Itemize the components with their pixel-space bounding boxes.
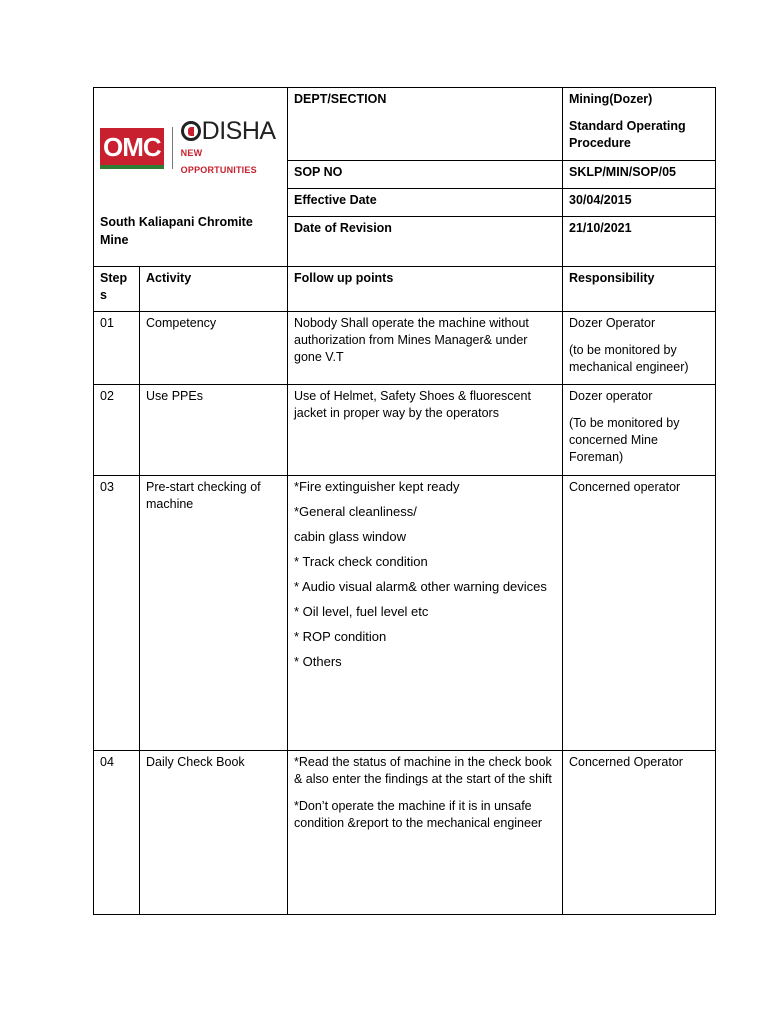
col-activity: Activity (140, 267, 288, 312)
check-item: * Others (294, 654, 342, 669)
step-number: 02 (94, 385, 140, 476)
responsibility: Concerned Operator (563, 751, 716, 915)
step-number: 01 (94, 312, 140, 385)
omc-logo: OMC (100, 128, 164, 169)
sop-no-label: SOP NO (288, 161, 563, 189)
responsibility: Dozer operator (To be monitored by concerned Mine Foreman) (563, 385, 716, 476)
follow-up: Use of Helmet, Safety Shoes & fluorescent jacket in proper way by the operators (288, 385, 563, 476)
activity: Use PPEs (140, 385, 288, 476)
activity: Pre-start checking of machine (140, 476, 288, 751)
activity: Competency (140, 312, 288, 385)
activity: Daily Check Book (140, 751, 288, 915)
check-item: * Oil level, fuel level etc (294, 604, 429, 619)
responsibility: Dozer Operator (to be monitored by mechanical engineer) (563, 312, 716, 385)
sop-no-value: SKLP/MIN/SOP/05 (563, 161, 716, 189)
check-item: * Audio visual alarm& other warning devices (294, 579, 547, 594)
table-row (94, 385, 716, 476)
effective-date-value: 30/04/2015 (563, 189, 716, 217)
logo-separator (172, 127, 173, 169)
doc-type: Standard Operating Procedure (569, 119, 686, 150)
effective-date-label: Effective Date (288, 189, 563, 217)
logo-tagline: NEW OPPORTUNITIES (180, 148, 257, 175)
sop-table (93, 87, 716, 915)
dept-value-cell (563, 88, 716, 161)
col-steps: Step s (94, 267, 140, 312)
follow-up: *Read the status of machine in the check book & also enter the findings at the start of the shift *Don’t operate the machine if it is in unsafe condition &report to the mechanical engineer (288, 751, 563, 915)
step-number: 03 (94, 476, 140, 751)
check-item: * Track check condition (294, 554, 428, 569)
dept-value: Mining(Dozer) (569, 92, 653, 106)
check-item: cabin glass window (294, 529, 407, 544)
revision-date-label: Date of Revision (288, 217, 563, 267)
check-item: *General cleanliness/ (294, 504, 417, 519)
col-follow: Follow up points (288, 267, 563, 312)
odisha-ring-icon (181, 121, 201, 141)
table-row (94, 751, 716, 915)
step-number: 04 (94, 751, 140, 915)
check-item: *Fire extinguisher kept ready (294, 479, 460, 494)
table-row (94, 312, 716, 385)
table-row (94, 476, 716, 751)
dept-label: DEPT/SECTION (288, 88, 563, 161)
follow-up (288, 476, 563, 751)
mine-name: South Kaliapani Chromite Mine (100, 215, 253, 247)
check-item: * ROP condition (294, 629, 387, 644)
revision-date-value: 21/10/2021 (563, 217, 716, 267)
odisha-logo: DISHA NEW OPPORTUNITIES (181, 117, 281, 179)
header-logo-cell (94, 88, 288, 267)
omc-odisha-logo (100, 117, 281, 179)
column-header-row (94, 267, 716, 312)
responsibility: Concerned operator (563, 476, 716, 751)
col-responsibility: Responsibility (563, 267, 716, 312)
follow-up: Nobody Shall operate the machine without authorization from Mines Manager& under gone V.T (288, 312, 563, 385)
